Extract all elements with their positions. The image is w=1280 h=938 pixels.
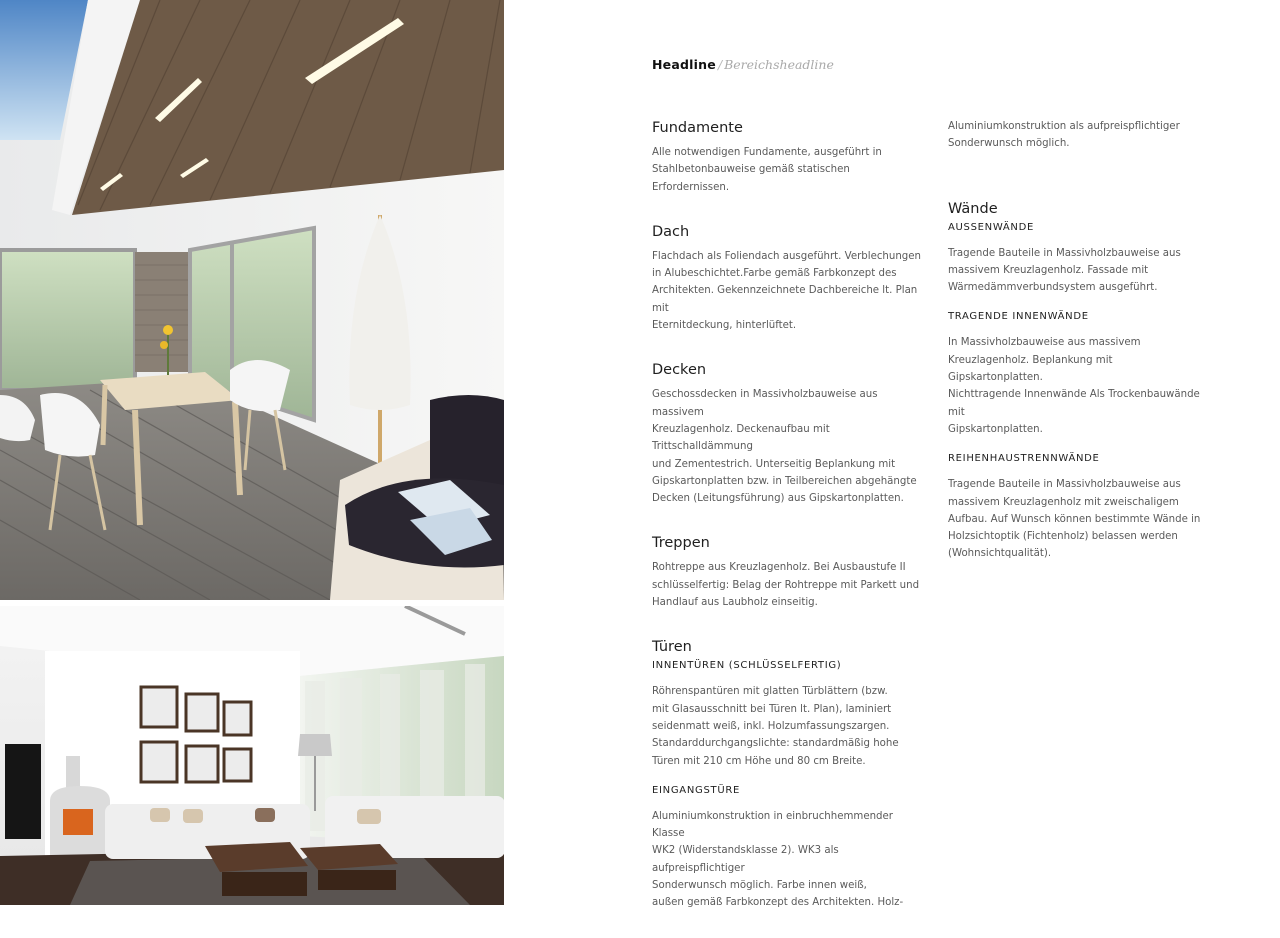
section-dach: [652, 222, 924, 334]
section-body: [652, 248, 924, 334]
text-line: Gipskartonplatten.: [948, 423, 1043, 435]
text-line: Kreuzlagenholz. Deckenaufbau mit Trittschalldämmung: [652, 423, 830, 453]
text-line: Wärmedämmverbundsystem ausgeführt.: [948, 282, 1158, 294]
terrace-illustration: [0, 0, 504, 600]
section-body: [652, 144, 924, 196]
text-line: außen gemäß Farbkonzept des Architekten. Holz-: [652, 897, 904, 909]
text-line: Eternitdeckung, hinterlüftet.: [652, 320, 797, 332]
section-waende: [948, 199, 1210, 563]
text-line: massivem Kreuzlagenholz mit zweischaligem: [948, 496, 1179, 508]
section-title: Fundamente: [652, 120, 743, 136]
text-line: und Zementestrich. Unterseitig Beplankung mit: [652, 458, 896, 470]
text-line: Architekten. Gekennzeichnete Dachbereiche lt. Plan mit: [652, 285, 918, 314]
text-line: Tragende Bauteile in Massivholzbauweise aus: [948, 247, 1181, 259]
text-line: in Alubeschichtet.Farbe gemäß Farbkonzept des: [652, 268, 897, 280]
subsection-title-reihenhaustrennwaende: REIHENHAUSTRENNWÄNDE: [948, 453, 1100, 465]
text-line: Holzsichtoptik (Fichtenholz) belassen werden: [948, 531, 1178, 543]
section-treppen: [652, 533, 924, 611]
text-line: Nichttragende Innenwände Als Trockenbauwände mit: [948, 389, 1200, 418]
section-body: [652, 386, 924, 507]
text-line: Geschossdecken in Massivholzbauweise aus massivem: [652, 389, 878, 418]
text-line: Standarddurchgangslichte: standardmäßig hohe: [652, 738, 899, 750]
headline-separator: /: [717, 57, 723, 72]
text-line: Stahlbetonbauweise gemäß statischen Erfordernissen.: [652, 164, 850, 193]
subsection-title-innentueren: INNENTÜREN (SCHLÜSSELFERTIG): [652, 660, 842, 672]
section-body: [948, 476, 1210, 562]
subsection-title-tragende-innenwaende: TRAGENDE INNENWÄNDE: [948, 311, 1089, 323]
section-title: Wände: [948, 200, 998, 217]
text-line: Gipskartonplatten bzw. in Teilbereichen abgehängte: [652, 475, 917, 487]
text-line: Türen mit 210 cm Höhe und 80 cm Breite.: [652, 755, 866, 767]
page-header: [652, 57, 834, 72]
text-line: Sonderwunsch möglich.: [948, 138, 1070, 150]
text-line: Tragende Bauteile in Massivholzbauweise aus: [948, 479, 1181, 491]
subsection-title-eingangstuere: EINGANGSTÜRE: [652, 784, 741, 796]
text-line: Aufbau. Auf Wunsch können bestimmte Wände in: [948, 513, 1201, 525]
text-column-right: [948, 118, 1210, 589]
living-room-photo: [0, 606, 504, 905]
text-line: In Massivholzbauweise aus massivem: [948, 337, 1141, 349]
section-headline: Bereichsheadline: [724, 57, 834, 72]
text-line: (Wohnsichtqualität).: [948, 548, 1052, 560]
text-line: mit Glasausschnitt bei Türen lt. Plan), laminiert: [652, 703, 892, 715]
section-body: [948, 245, 1210, 297]
text-line: WK2 (Widerstandsklasse 2). WK3 als aufpreispflichtiger: [652, 845, 839, 874]
section-body: [652, 683, 924, 769]
text-line: Sonderwunsch möglich. Farbe innen weiß,: [652, 880, 867, 892]
text-line: Handlauf aus Laubholz einseitig.: [652, 597, 818, 609]
section-tueren: [652, 637, 924, 911]
terrace-photo: [0, 0, 504, 600]
section-decken: [652, 360, 924, 507]
text-line: Aluminiumkonstruktion als aufpreispflichtiger: [948, 121, 1180, 132]
section-body: [652, 559, 924, 611]
text-line: Alle notwendigen Fundamente, ausgeführt in: [652, 147, 882, 158]
text-line: Kreuzlagenholz. Beplankung mit Gipskartonplatten.: [948, 354, 1113, 384]
section-title: Treppen: [652, 535, 710, 552]
text-line: Röhrenspantüren mit glatten Türblättern (bzw.: [652, 686, 888, 698]
text-line: Rohtreppe aus Kreuzlagenholz. Bei Ausbaustufe II: [652, 562, 906, 574]
text-line: Flachdach als Foliendach ausgeführt. Verblechungen: [652, 250, 921, 262]
section-fundamente: [652, 118, 924, 196]
text-line: Decken (Leitungsführung) aus Gipskartonplatten.: [652, 493, 904, 505]
section-title: Türen: [652, 639, 692, 656]
section-body: [652, 808, 924, 912]
section-title: Dach: [652, 223, 690, 240]
section-title: Decken: [652, 362, 707, 379]
text-line: massivem Kreuzlagenholz. Fassade mit: [948, 264, 1149, 276]
subsection-title-aussenwaende: AUSSENWÄNDE: [948, 221, 1035, 233]
text-line: seidenmatt weiß, inkl. Holzumfassungszargen.: [652, 720, 890, 732]
section-body: [948, 334, 1210, 438]
headline: Headline: [652, 57, 716, 72]
continuation-text: [948, 118, 1210, 153]
text-column-left: [652, 118, 924, 938]
text-line: schlüsselfertig: Belag der Rohtreppe mit Parkett und: [652, 579, 920, 591]
text-line: Aluminiumkonstruktion in einbruchhemmender Klasse: [652, 810, 893, 840]
living-room-illustration: [0, 606, 504, 905]
